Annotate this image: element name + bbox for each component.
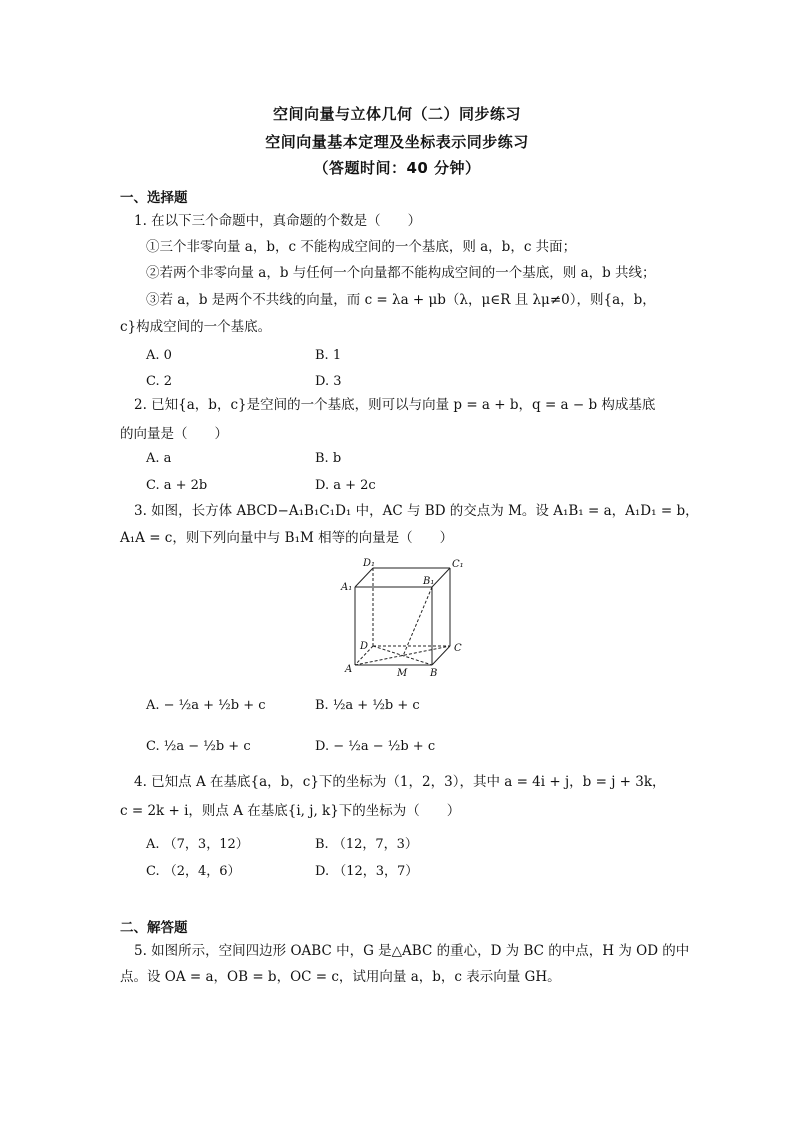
q2-stem: 2. 已知{a，b，c}是空间的一个基底，则可以与向量 p = a + b，q = a − b 构成基底 — [134, 397, 656, 413]
diag-bd-hidden — [373, 646, 432, 665]
label-a: A — [345, 664, 353, 675]
q4-stem-cont: c = 2k + i，则点 A 在基底{i, j, k}下的坐标为（ ） — [120, 803, 461, 819]
label-b: B — [430, 668, 438, 679]
label-b1: B₁ — [423, 576, 435, 587]
label-c: C — [454, 643, 462, 654]
q1-option-b: B. 1 — [315, 348, 342, 363]
q1-statement-3: ③若 a，b 是两个不共线的向量，而 c = λa + μb（λ，μ∈R 且 λμ≠0），则{a，b， — [146, 292, 656, 308]
label-m: M — [397, 668, 408, 679]
q4-option-d: D. （12，3，7） — [315, 864, 419, 879]
q1-option-a: A. 0 — [146, 348, 172, 363]
q2-stem-cont: 的向量是（ ） — [120, 426, 228, 442]
label-c1: C₁ — [452, 559, 464, 570]
q1-option-c: C. 2 — [146, 374, 173, 389]
q1-statement-2: ②若两个非零向量 a，b 与任何一个向量都不能构成空间的一个基底，则 a，b 共线； — [146, 265, 656, 281]
q3-option-c: C. ½a − ½b + c — [146, 739, 251, 754]
q2-option-d: D. a + 2c — [315, 478, 376, 493]
seg-b1m-hidden — [403, 587, 432, 656]
q1-statement-3-cont: c}构成空间的一个基底。 — [120, 319, 272, 335]
q3-option-b: B. ½a + ½b + c — [315, 698, 420, 713]
title-main: 空间向量与立体几何（二）同步练习 — [272, 105, 521, 123]
q4-option-b: B. （12，7，3） — [315, 837, 418, 852]
title-sub: 空间向量基本定理及坐标表示同步练习 — [265, 133, 529, 151]
label-d1: D₁ — [363, 558, 376, 569]
label-d: D — [360, 641, 369, 652]
edge-c1b1 — [432, 568, 450, 587]
q1-statement-1: ①三个非零向量 a，b，c 不能构成空间的一个基底，则 a，b，c 共面； — [146, 239, 577, 255]
edge-d1a1 — [355, 568, 373, 587]
q3-option-d: D. − ½a − ½b + c — [315, 739, 436, 754]
q4-option-a: A. （7，3，12） — [146, 837, 249, 852]
label-a1: A₁ — [341, 582, 353, 593]
q5-stem: 5. 如图所示，空间四边形 OABC 中，G 是△ABC 的重心，D 为 BC 的中点，H 为 OD 的中 — [134, 943, 690, 959]
q4-stem: 4. 已知点 A 在基底{a，b，c}下的坐标为（1，2，3），其中 a = 4i + j，b = j + 3k， — [134, 774, 666, 790]
q2-option-b: B. b — [315, 451, 342, 466]
q1-stem: 1. 在以下三个命题中，真命题的个数是（ ） — [134, 213, 422, 229]
title-time: （答题时间：40 分钟） — [313, 159, 481, 177]
q1-option-d: D. 3 — [315, 374, 342, 389]
q5-stem-cont: 点。设 OA = a，OB = b，OC = c，试用向量 a，b，c 表示向量 GH。 — [120, 969, 561, 985]
section-choice-heading: 一、选择题 — [120, 190, 188, 206]
q4-option-c: C. （2，4，6） — [146, 864, 241, 879]
q3-stem: 3. 如图，长方体 ABCD−A₁B₁C₁D₁ 中，AC 与 BD 的交点为 M。设 A₁B₁ = a，A₁D₁ = b， — [134, 503, 699, 519]
section-solve-heading: 二、解答题 — [120, 920, 188, 936]
q3-stem-cont: A₁A = c，则下列向量中与 B₁M 相等的向量是（ ） — [120, 530, 454, 546]
q3-option-a: A. − ½a + ½b + c — [146, 698, 266, 713]
q2-option-a: A. a — [146, 451, 172, 466]
q2-option-c: C. a + 2b — [146, 478, 208, 493]
cuboid-figure — [335, 556, 475, 681]
